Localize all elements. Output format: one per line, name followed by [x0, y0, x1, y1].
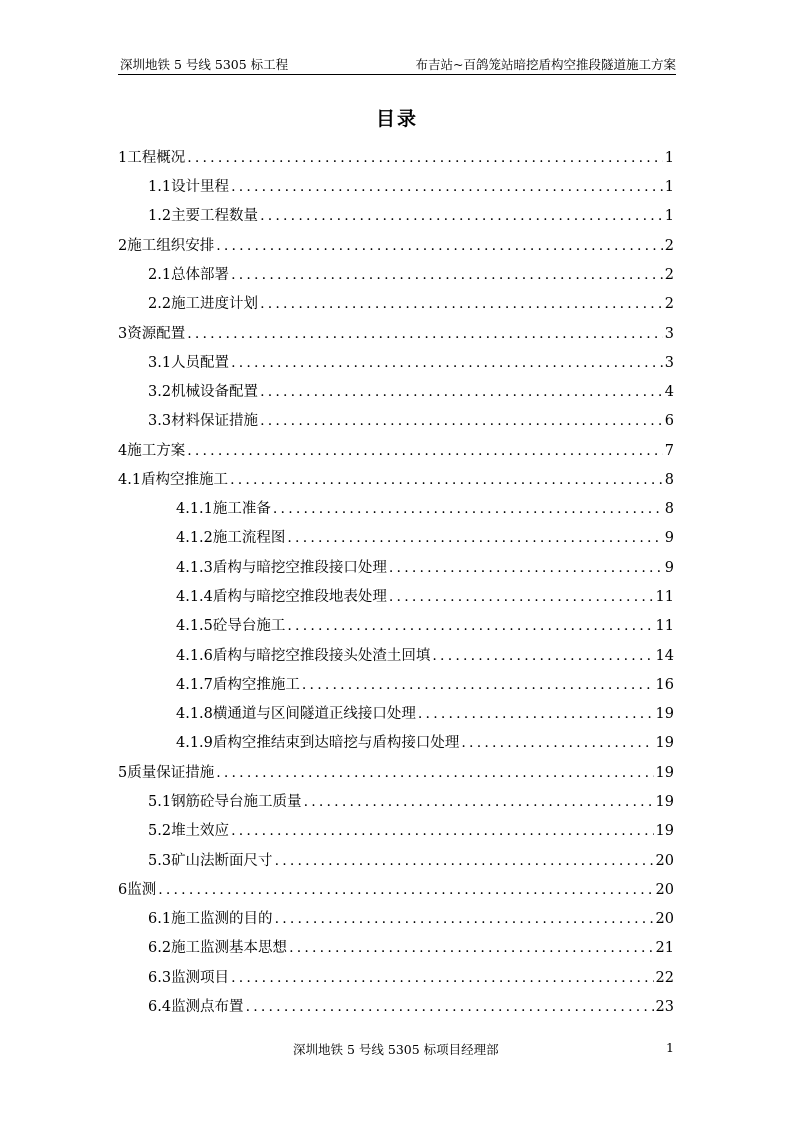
- toc-entry-number: 6.3: [148, 970, 172, 986]
- toc-entry[interactable]: [148, 968, 674, 988]
- toc-entry-text: 施工方案: [127, 443, 186, 459]
- toc-entry-page: 2: [664, 238, 674, 254]
- toc-leader-dots: [187, 148, 663, 168]
- toc-entry-number: 5.2: [148, 823, 172, 839]
- toc-leader-dots: [389, 558, 663, 578]
- toc-entry-number: 1.1: [148, 179, 172, 195]
- toc-leader-dots: [302, 675, 654, 695]
- toc-entry[interactable]: [118, 880, 674, 900]
- toc-entry-text: 人员配置: [171, 355, 230, 371]
- toc-entry-page: 16: [655, 677, 674, 693]
- toc-entry-page: 23: [655, 999, 674, 1015]
- toc-entry[interactable]: [148, 294, 674, 314]
- toc-entry[interactable]: [118, 324, 674, 344]
- toc-entry-text: 资源配置: [127, 326, 186, 342]
- toc-entry[interactable]: [176, 616, 674, 636]
- toc-entry-text: 质量保证措施: [127, 765, 215, 781]
- header-right-text: 布吉站~百鸽笼站暗挖盾构空推段隧道施工方案: [415, 57, 676, 72]
- toc-entry-page: 2: [664, 267, 674, 283]
- toc-entry[interactable]: [148, 382, 674, 402]
- toc-entry-number: 1.2: [148, 208, 172, 224]
- toc-leader-dots: [275, 909, 654, 929]
- toc-entry-page: 20: [655, 911, 674, 927]
- toc-entry-number: 6.1: [148, 911, 172, 927]
- page-header: [118, 56, 676, 75]
- toc-entry-number: 3.1: [148, 355, 172, 371]
- toc-entry-text: 砼导台施工: [212, 618, 286, 634]
- toc-entry-page: 19: [655, 706, 674, 722]
- toc-leader-dots: [418, 704, 654, 724]
- toc-entry-text: 工程概况: [127, 150, 186, 166]
- toc-entry-number: 4.1.1: [176, 501, 213, 517]
- toc-leader-dots: [275, 851, 654, 871]
- toc-leader-dots: [187, 324, 663, 344]
- toc-entry-number: 6.2: [148, 940, 172, 956]
- toc-entry-page: 9: [664, 560, 674, 576]
- toc-entry-text: 盾构与暗挖空推段接头处渣土回填: [212, 648, 431, 664]
- toc-leader-dots: [273, 499, 663, 519]
- toc-entry[interactable]: [118, 470, 674, 490]
- toc-entry-number: 2: [118, 238, 128, 254]
- toc-leader-dots: [158, 880, 653, 900]
- toc-entry-page: 19: [655, 765, 674, 781]
- toc-entry-number: 4.1: [118, 472, 142, 488]
- toc-entry-page: 19: [655, 794, 674, 810]
- toc-entry-text: 堆土效应: [171, 823, 230, 839]
- toc-entry[interactable]: [176, 704, 674, 724]
- toc-entry-number: 5: [118, 765, 128, 781]
- toc-entry-page: 11: [655, 618, 674, 634]
- toc-entry-page: 2: [664, 296, 674, 312]
- toc-leader-dots: [260, 294, 663, 314]
- toc-entry-number: 5.3: [148, 853, 172, 869]
- toc-leader-dots: [216, 763, 653, 783]
- toc-entry[interactable]: [148, 177, 674, 197]
- toc-entry-number: 2.1: [148, 267, 172, 283]
- toc-entry-number: 4.1.3: [176, 560, 213, 576]
- toc-entry-text: 施工监测基本思想: [171, 940, 288, 956]
- footer-text: 深圳地铁 5 号线 5305 标项目经理部: [293, 1042, 499, 1057]
- toc-entry[interactable]: [148, 265, 674, 285]
- toc-entry-page: 7: [664, 443, 674, 459]
- toc-leader-dots: [260, 382, 663, 402]
- toc-entry[interactable]: [118, 236, 674, 256]
- header-left-text: 深圳地铁 5 号线 5305 标工程: [120, 57, 289, 72]
- toc-entry-page: 14: [655, 648, 674, 664]
- toc-entry-page: 1: [664, 150, 674, 166]
- toc-entry-number: 4.1.2: [176, 530, 213, 546]
- toc-entry-number: 4.1.5: [176, 618, 213, 634]
- toc-entry[interactable]: [176, 528, 674, 548]
- toc-entry-text: 材料保证措施: [171, 413, 259, 429]
- toc-entry[interactable]: [148, 851, 674, 871]
- toc-leader-dots: [287, 616, 653, 636]
- toc-entry[interactable]: [148, 938, 674, 958]
- toc-entry-number: 6: [118, 882, 128, 898]
- toc-leader-dots: [432, 646, 653, 666]
- toc-entry-number: 6.4: [148, 999, 172, 1015]
- toc-entry-page: 9: [664, 530, 674, 546]
- toc-entry[interactable]: [148, 353, 674, 373]
- toc-entry-page: 20: [655, 882, 674, 898]
- toc-leader-dots: [230, 470, 663, 490]
- toc-entry-text: 盾构空推施工: [212, 677, 300, 693]
- toc-entry-text: 盾构与暗挖空推段接口处理: [212, 560, 387, 576]
- toc-entry-page: 6: [664, 413, 674, 429]
- toc-entry-text: 横通道与区间隧道正线接口处理: [212, 706, 416, 722]
- toc-entry-page: 19: [655, 823, 674, 839]
- toc-leader-dots: [289, 938, 653, 958]
- toc-entry-text: 监测: [127, 882, 157, 898]
- toc-entry[interactable]: [118, 441, 674, 461]
- toc-entry-number: 4.1.9: [176, 735, 213, 751]
- toc-leader-dots: [246, 997, 654, 1017]
- toc-entry[interactable]: [148, 792, 674, 812]
- toc-entry-text: 机械设备配置: [171, 384, 259, 400]
- toc-leader-dots: [389, 587, 654, 607]
- toc-entry[interactable]: [176, 675, 674, 695]
- toc-entry-text: 总体部署: [171, 267, 230, 283]
- toc-entry-number: 4.1.7: [176, 677, 213, 693]
- toc-entry-number: 5.1: [148, 794, 172, 810]
- toc-entry[interactable]: [148, 411, 674, 431]
- toc-entry-text: 主要工程数量: [171, 208, 259, 224]
- toc-entry[interactable]: [148, 206, 674, 226]
- toc-entry-page: 19: [655, 735, 674, 751]
- toc-entry-page: 21: [655, 940, 674, 956]
- toc-entry-number: 4.1.4: [176, 589, 213, 605]
- toc-entry-number: 3.2: [148, 384, 172, 400]
- page-title: 目录: [375, 108, 418, 130]
- toc-entry-text: 监测点布置: [171, 999, 244, 1015]
- toc-leader-dots: [231, 265, 663, 285]
- toc-entry[interactable]: [176, 499, 674, 519]
- toc-leader-dots: [231, 821, 653, 841]
- toc-entry-text: 施工准备: [212, 501, 271, 517]
- toc-leader-dots: [231, 968, 653, 988]
- toc-entry[interactable]: [118, 148, 674, 168]
- toc-entry-number: 3.3: [148, 413, 172, 429]
- toc-entry-text: 盾构空推施工: [141, 472, 229, 488]
- toc-entry[interactable]: [148, 909, 674, 929]
- toc-leader-dots: [260, 206, 663, 226]
- toc-leader-dots: [304, 792, 654, 812]
- toc-entry-text: 施工组织安排: [127, 238, 215, 254]
- toc-entry-number: 4.1.8: [176, 706, 213, 722]
- toc-entry-text: 钢筋砼导台施工质量: [171, 794, 302, 810]
- toc-entry-page: 3: [664, 326, 674, 342]
- toc-entry[interactable]: [176, 587, 674, 607]
- toc-entry-text: 施工流程图: [212, 530, 286, 546]
- toc-entry[interactable]: [148, 997, 674, 1017]
- toc-leader-dots: [187, 441, 663, 461]
- toc-entry-text: 监测项目: [171, 970, 230, 986]
- toc-entry-page: 11: [655, 589, 674, 605]
- toc-entry-page: 8: [664, 501, 674, 517]
- toc-entry-text: 施工监测的目的: [171, 911, 273, 927]
- toc-entry-number: 3: [118, 326, 128, 342]
- toc-entry-text: 盾构与暗挖空推段地表处理: [212, 589, 387, 605]
- toc-entry[interactable]: [176, 733, 674, 753]
- toc-entry-number: 2.2: [148, 296, 172, 312]
- toc-entry-text: 设计里程: [171, 179, 230, 195]
- toc-leader-dots: [287, 528, 662, 548]
- toc-entry-page: 22: [655, 970, 674, 986]
- toc-entry-page: 3: [664, 355, 674, 371]
- toc-entry-page: 4: [664, 384, 674, 400]
- toc-entry-text: 盾构空推结束到达暗挖与盾构接口处理: [212, 735, 460, 751]
- toc-entry[interactable]: [148, 821, 674, 841]
- toc-entry-number: 1: [118, 150, 128, 166]
- toc-entry[interactable]: [176, 646, 674, 666]
- toc-entry-number: 4: [118, 443, 128, 459]
- toc-leader-dots: [260, 411, 663, 431]
- toc-entry-text: 矿山法断面尺寸: [171, 853, 273, 869]
- toc-leader-dots: [231, 353, 663, 373]
- toc-entry-page: 20: [655, 853, 674, 869]
- toc-entry-page: 1: [664, 208, 674, 224]
- toc-entry[interactable]: [118, 763, 674, 783]
- toc-entry[interactable]: [176, 558, 674, 578]
- toc-leader-dots: [231, 177, 663, 197]
- toc-leader-dots: [216, 236, 663, 256]
- footer-page-number: 1: [666, 1040, 674, 1055]
- toc-entry-page: 1: [664, 179, 674, 195]
- toc-entry-number: 4.1.6: [176, 648, 213, 664]
- toc-entry-page: 8: [664, 472, 674, 488]
- toc-entry-text: 施工进度计划: [171, 296, 259, 312]
- toc-leader-dots: [461, 733, 653, 753]
